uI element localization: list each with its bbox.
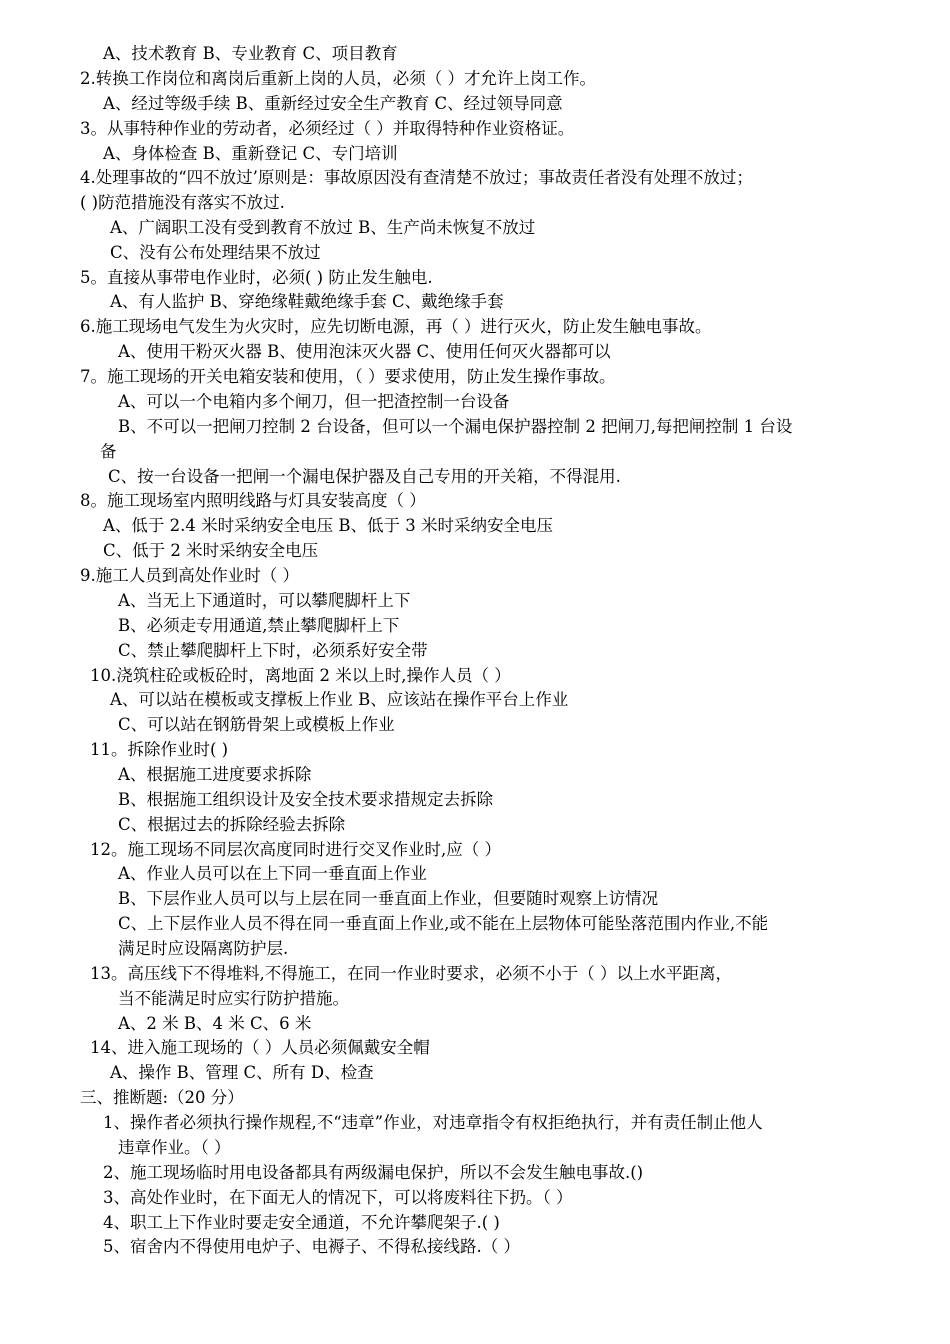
q9-stem: 9.施工人员到高处作业时（ ） (80, 566, 299, 585)
q6-options: A、使用干粉灭火器 B、使用泡沫灭火器 C、使用任何灭火器都可以 (118, 342, 611, 361)
q12-option-c-cont: 满足时应设隔离防护层. (118, 939, 289, 958)
q3-stem: 3。从事特种作业的劳动者，必须经过（ ）并取得特种作业资格证。 (80, 119, 575, 138)
q4-stem-cont: ( )防范措施没有落实不放过. (80, 193, 285, 212)
tf-item-1: 1、操作者必须执行操作规程,不“违章”作业，对违章指令有权拒绝执行，并有责任制止他人 (103, 1113, 763, 1132)
q3-options: A、身体检查 B、重新登记 C、专门培训 (103, 144, 398, 163)
q7-option-c: C、按一台设备一把闸一个漏电保护器及自己专用的开关箱，不得混用. (108, 467, 621, 486)
q2-options: A、经过等级手续 B、重新经过安全生产教育 C、经过领导同意 (103, 94, 563, 113)
q9-option-b: B、必须走专用通道,禁止攀爬脚杆上下 (118, 616, 400, 635)
q11-option-a: A、根据施工进度要求拆除 (118, 765, 312, 784)
q13-options: A、2 米 B、4 米 C、6 米 (118, 1014, 312, 1033)
q8-options-ab: A、低于 2.4 米时采纳安全电压 B、低于 3 米时采纳安全电压 (103, 516, 554, 535)
q1-options: A、技术教育 B、专业教育 C、项目教育 (103, 44, 398, 63)
tf-item-4: 4、职工上下作业时要走安全通道，不允许攀爬架子.( ) (103, 1213, 500, 1232)
q6-stem: 6.施工现场电气发生为火灾时，应先切断电源，再（ ）进行灭火，防止发生触电事故。 (80, 317, 712, 336)
q11-option-b: B、根据施工组织设计及安全技术要求措规定去拆除 (118, 790, 494, 809)
q13-stem: 13。高压线下不得堆料,不得施工，在同一作业时要求，必须不小于（ ）以上水平距离， (90, 964, 732, 983)
q5-stem: 5。直接从事带电作业时，必须( ) 防止发生触电. (80, 268, 433, 287)
q10-stem: 10.浇筑柱砼或板砼时，离地面 2 米以上时,操作人员（ ） (90, 666, 511, 685)
q9-option-a: A、当无上下通道时，可以攀爬脚杆上下 (118, 591, 411, 610)
q14-stem: 14、进入施工现场的（ ）人员必须佩戴安全帽 (90, 1038, 430, 1057)
q9-option-c: C、禁止攀爬脚杆上下时，必须系好安全带 (118, 641, 428, 660)
q7-option-b: B、不可以一把闸刀控制 2 台设备，但可以一个漏电保护器控制 2 把闸刀,每把闸控制 1 台设 (118, 417, 793, 436)
q4-options-ab: A、广阔职工没有受到教育不放过 B、生产尚未恢复不放过 (110, 218, 536, 237)
q13-stem-cont: 当不能满足时应实行防护措施。 (118, 989, 349, 1008)
q14-options: A、操作 B、管理 C、所有 D、检查 (110, 1063, 374, 1082)
q4-option-c: C、没有公布处理结果不放过 (110, 243, 321, 262)
q12-option-a: A、作业人员可以在上下同一垂直面上作业 (118, 864, 427, 883)
q2-stem: 2.转换工作岗位和离岗后重新上岗的人员，必须（ ）才允许上岗工作。 (80, 69, 596, 88)
q12-option-b: B、下层作业人员可以与上层在同一垂直面上作业，但要随时观察上访情况 (118, 889, 659, 908)
q7-option-a: A、可以一个电箱内多个闸刀，但一把渣控制一台设备 (118, 392, 510, 411)
q8-option-c: C、低于 2 米时采纳安全电压 (103, 541, 319, 560)
q4-stem: 4.处理事故的“四不放过’原则是：事故原因没有查清楚不放过；事故责任者没有处理不放过； (80, 168, 753, 187)
q11-option-c: C、根据过去的拆除经验去拆除 (118, 815, 346, 834)
q10-options-ab: A、可以站在模板或支撑板上作业 B、应该站在操作平台上作业 (110, 690, 569, 709)
q11-stem: 11。拆除作业时( ) (90, 740, 229, 759)
q5-options: A、有人监护 B、穿绝缘鞋戴绝缘手套 C、戴绝缘手套 (110, 292, 504, 311)
q7-option-b-cont: 备 (100, 442, 117, 461)
tf-item-2: 2、施工现场临时用电设备都具有两级漏电保护，所以不会发生触电事故.() (103, 1163, 644, 1182)
q10-option-c: C、可以站在钢筋骨架上或模板上作业 (118, 715, 395, 734)
tf-item-3: 3、高处作业时，在下面无人的情况下，可以将废料往下扔。（ ） (103, 1188, 573, 1207)
q7-stem: 7。施工现场的开关电箱安装和使用，（ ）要求使用，防止发生操作事故。 (80, 367, 616, 386)
q12-option-c: C、上下层作业人员不得在同一垂直面上作业,或不能在上层物体可能坠落范围内作业,不能 (118, 914, 769, 933)
q8-stem: 8。施工现场室内照明线路与灯具安装高度（ ） (80, 491, 426, 510)
section-three-heading: 三、推断题:（20 分） (80, 1088, 244, 1107)
tf-item-5: 5、宿舍内不得使用电炉子、电褥子、不得私接线路.（ ） (103, 1237, 520, 1256)
q12-stem: 12。施工现场不同层次高度同时进行交叉作业时,应（ ） (90, 840, 501, 859)
tf-item-1-cont: 违章作业。（ ） (118, 1138, 231, 1157)
